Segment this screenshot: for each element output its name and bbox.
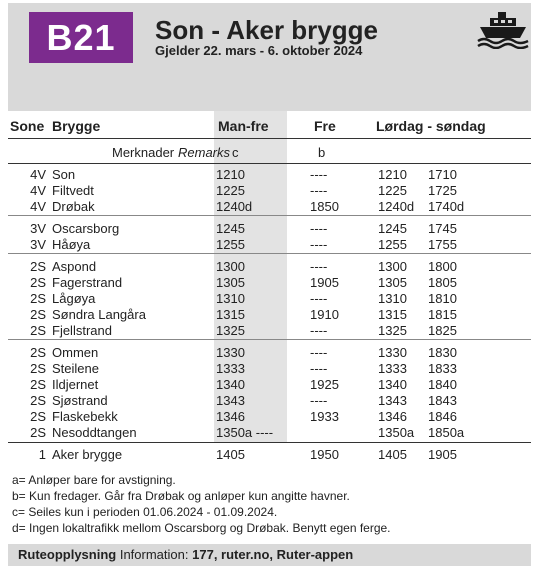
- weekend-time: 1346: [378, 409, 407, 424]
- weekend-time: 1210: [378, 167, 407, 182]
- route-header: [8, 3, 531, 111]
- header-divider: [8, 138, 531, 139]
- weekday-time: 1225: [216, 183, 245, 198]
- weekend-time: 1815: [428, 307, 457, 322]
- footnote-c: c= Seiles kun i perioden 01.06.2024 - 01.09.2024.: [12, 505, 278, 519]
- friday-time: ----: [310, 345, 328, 360]
- zone-cell: 2S: [30, 377, 46, 392]
- zone-cell: 2S: [30, 291, 46, 306]
- zone-cell: 2S: [30, 259, 46, 274]
- table-row: [8, 393, 531, 409]
- stop-name: Håøya: [52, 237, 91, 252]
- weekday-time: 1245: [216, 221, 245, 236]
- friday-time: 1950: [310, 447, 339, 462]
- footnote-a: a= Anløper bare for avstigning.: [12, 473, 176, 487]
- col-header-weekday: Man-fre: [218, 118, 269, 134]
- weekday-time: 1333: [216, 361, 245, 376]
- weekend-time: 1300: [378, 259, 407, 274]
- friday-time: ----: [310, 323, 328, 338]
- table-row: [8, 409, 531, 425]
- weekend-time: 1840: [428, 377, 457, 392]
- weekend-time: 1315: [378, 307, 407, 322]
- weekend-time: 1846: [428, 409, 457, 424]
- stop-name: Filtvedt: [52, 183, 94, 198]
- friday-time: ----: [310, 221, 328, 236]
- table-row: [8, 221, 531, 237]
- stop-name: Nesoddtangen: [52, 425, 137, 440]
- zone-cell: 2S: [30, 307, 46, 322]
- weekend-time: 1310: [378, 291, 407, 306]
- zone-cell: 4V: [30, 167, 46, 182]
- stop-name: Aker brygge: [52, 447, 123, 462]
- remarks-friday: b: [318, 145, 326, 160]
- friday-time: 1933: [310, 409, 339, 424]
- stop-name: Drøbak: [52, 199, 95, 214]
- weekday-time: 1240d: [216, 199, 253, 214]
- zone-cell: 2S: [30, 345, 46, 360]
- weekday-time: 1346: [216, 409, 245, 424]
- table-row: [8, 237, 531, 253]
- weekday-time: 1255: [216, 237, 245, 252]
- weekend-time: 1350a: [378, 425, 415, 440]
- table-row: [8, 377, 531, 393]
- weekday-time: 1343: [216, 393, 245, 408]
- table-row: [8, 259, 531, 275]
- weekend-time: 1800: [428, 259, 457, 274]
- footnotes: [12, 472, 391, 536]
- weekday-time: 1300: [216, 259, 245, 274]
- friday-time: ----: [310, 361, 328, 376]
- table-row: [8, 345, 531, 361]
- col-header-friday: Fre: [314, 118, 336, 134]
- col-header-zone: Sone: [10, 118, 45, 134]
- weekend-time: 1340: [378, 377, 407, 392]
- footer-info-label: Information:: [119, 547, 189, 562]
- friday-time: 1910: [310, 307, 339, 322]
- weekend-time: 1255: [378, 237, 407, 252]
- weekday-time: 1305: [216, 275, 245, 290]
- weekend-time: 1755: [428, 237, 457, 252]
- stop-name: Søndra Langåra: [52, 307, 146, 322]
- table-row: [8, 291, 531, 307]
- friday-time: ----: [310, 183, 328, 198]
- table-row: [8, 183, 531, 199]
- route-title: Son - Aker brygge: [155, 15, 378, 45]
- zone-cell: 1: [38, 447, 46, 462]
- weekday-time: 1340: [216, 377, 245, 392]
- footer-info-value: 177, ruter.no, Ruter-appen: [192, 547, 354, 562]
- stop-name: Steilene: [52, 361, 99, 376]
- col-header-weekend: Lørdag - søndag: [376, 118, 486, 134]
- weekday-time: 1315: [216, 307, 245, 322]
- table-row: [8, 275, 531, 291]
- stop-name: Ildjernet: [52, 377, 99, 392]
- zone-cell: 3V: [30, 221, 46, 236]
- weekend-time: 1740d: [428, 199, 465, 214]
- weekend-time: 1905: [428, 447, 457, 462]
- zone-cell: 2S: [30, 409, 46, 424]
- weekend-time: 1240d: [378, 199, 415, 214]
- stop-name: Ommen: [52, 345, 99, 360]
- stop-name: Lågøya: [52, 291, 96, 306]
- remarks-row: [8, 145, 531, 161]
- weekday-time: 1330: [216, 345, 245, 360]
- weekday-time: 1210: [216, 167, 245, 182]
- friday-time: ----: [310, 167, 328, 182]
- weekend-time: 1833: [428, 361, 457, 376]
- footnote-b: b= Kun fredager. Går fra Drøbak og anløper kun angitte havner.: [12, 489, 350, 503]
- footnote-d: d= Ingen lokaltrafikk mellom Oscarsborg og Drøbak. Benytt egen ferge.: [12, 521, 391, 535]
- weekend-time: 1830: [428, 345, 457, 360]
- weekday-time: 1325: [216, 323, 245, 338]
- stop-name: Fjellstrand: [52, 323, 112, 338]
- friday-time: ----: [310, 291, 328, 306]
- stop-name: Aspond: [52, 259, 97, 274]
- route-number-badge: B21: [29, 12, 133, 63]
- stop-name: Fagerstrand: [52, 275, 123, 290]
- stop-name: Flaskebekk: [52, 409, 118, 424]
- destination-divider: [8, 442, 531, 443]
- weekend-time: 1825: [428, 323, 457, 338]
- table-row: [8, 323, 531, 339]
- col-header-stop: Brygge: [52, 118, 101, 134]
- weekend-time: 1843: [428, 393, 457, 408]
- weekday-time: 1310: [216, 291, 245, 306]
- zone-cell: 2S: [30, 393, 46, 408]
- table-row: [8, 199, 531, 215]
- weekend-time: 1405: [378, 447, 407, 462]
- weekend-time: 1710: [428, 167, 457, 182]
- table-row: [8, 425, 531, 441]
- weekday-time: 1405: [216, 447, 245, 462]
- weekend-time: 1225: [378, 183, 407, 198]
- friday-time: ----: [310, 259, 328, 274]
- footer-label: Ruteopplysning: [18, 547, 117, 562]
- weekend-time: 1325: [378, 323, 407, 338]
- zone-cell: 3V: [30, 237, 46, 252]
- friday-time: 1905: [310, 275, 339, 290]
- stop-name: Oscarsborg: [52, 221, 120, 236]
- remarks-label-en: Remarks: [178, 145, 231, 160]
- zone-cell: 2S: [30, 361, 46, 376]
- weekend-time: 1745: [428, 221, 457, 236]
- table-row: [8, 447, 531, 463]
- stop-name: Sjøstrand: [52, 393, 108, 408]
- table-row: [8, 167, 531, 183]
- group-divider: [8, 339, 531, 340]
- weekend-time: 1805: [428, 275, 457, 290]
- table-row: [8, 307, 531, 323]
- table-row: [8, 361, 531, 377]
- friday-time: 1925: [310, 377, 339, 392]
- weekend-time: 1245: [378, 221, 407, 236]
- weekend-time: 1850a: [428, 425, 465, 440]
- friday-time: ----: [310, 393, 328, 408]
- remarks-label: Merknader: [112, 145, 175, 160]
- remarks-divider: [8, 163, 531, 164]
- zone-cell: 2S: [30, 323, 46, 338]
- friday-time: 1850: [310, 199, 339, 214]
- weekend-time: 1333: [378, 361, 407, 376]
- zone-cell: 2S: [30, 425, 46, 440]
- zone-cell: 4V: [30, 199, 46, 214]
- info-footer: [8, 544, 531, 566]
- friday-time: ----: [310, 237, 328, 252]
- remarks-weekday: c: [232, 145, 239, 160]
- zone-cell: 2S: [30, 275, 46, 290]
- weekend-time: 1810: [428, 291, 457, 306]
- weekday-time: 1350a ----: [216, 425, 274, 440]
- ferry-icon: [476, 9, 531, 49]
- weekend-time: 1330: [378, 345, 407, 360]
- weekend-time: 1343: [378, 393, 407, 408]
- weekend-time: 1305: [378, 275, 407, 290]
- zone-cell: 4V: [30, 183, 46, 198]
- validity-period: Gjelder 22. mars - 6. oktober 2024: [155, 43, 363, 58]
- group-divider: [8, 253, 531, 254]
- stop-name: Son: [52, 167, 76, 182]
- group-divider: [8, 215, 531, 216]
- weekend-time: 1725: [428, 183, 457, 198]
- timetable: [8, 111, 531, 467]
